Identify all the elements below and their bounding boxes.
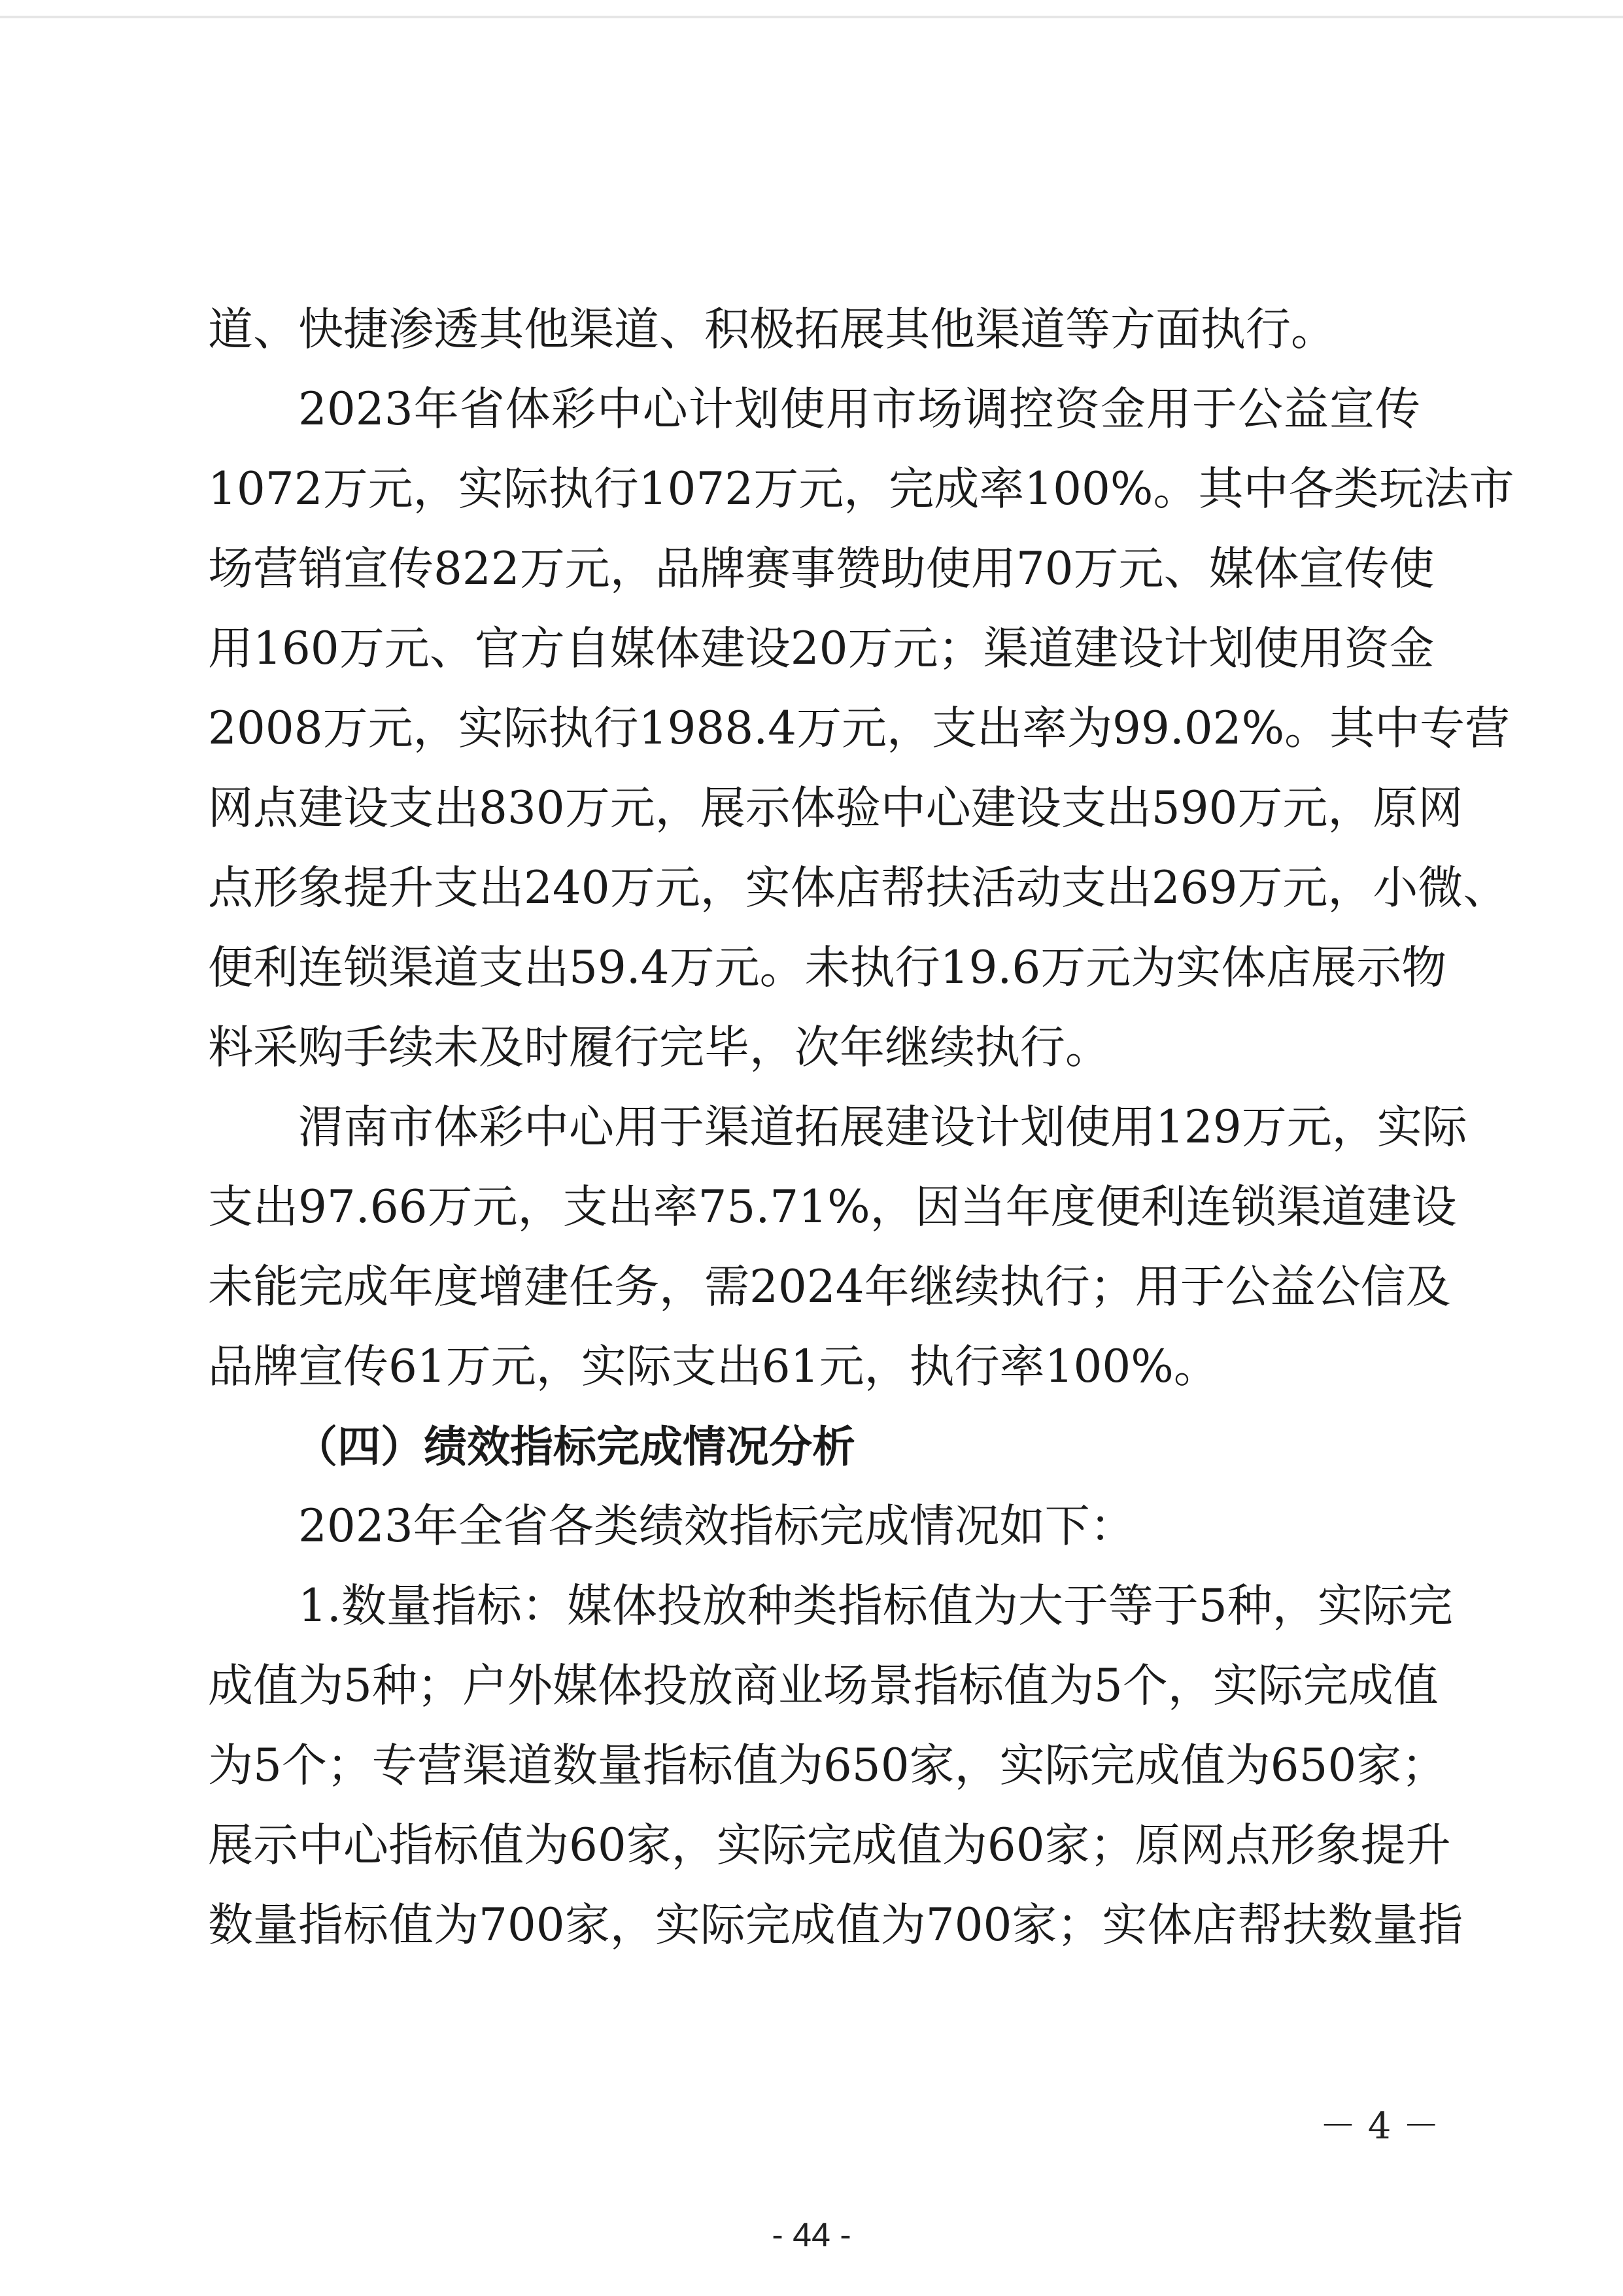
text-line: 点形象提升支出240万元，实体店帮扶活动支出269万元，小微、 <box>208 862 1509 914</box>
document-body <box>208 303 1514 1981</box>
text-line: 为5个；专营渠道数量指标值为650家，实际完成值为650家； <box>208 1739 1447 1792</box>
text-line: 支出97.66万元，支出率75.71%，因当年度便利连锁渠道建设 <box>208 1181 1457 1233</box>
text-line: 2023年全省各类绩效指标完成情况如下： <box>298 1500 1135 1552</box>
text-line: 2023年省体彩中心计划使用市场调控资金用于公益宣传 <box>298 383 1420 436</box>
text-line: 用160万元、官方自媒体建设20万元；渠道建设计划使用资金 <box>208 623 1435 675</box>
text-line: 1.数量指标：媒体投放种类指标值为大于等于5种，实际完 <box>298 1580 1453 1632</box>
text-line: 道、快捷渗透其他渠道、积极拓展其他渠道等方面执行。 <box>208 303 1336 356</box>
text-line: 成值为5种；户外媒体投放商业场景指标值为5个，实际完成值 <box>208 1660 1439 1712</box>
section-heading: （四）绩效指标完成情况分析 <box>294 1422 855 1472</box>
text-line: 数量指标值为700家，实际完成值为700家；实体店帮扶数量指 <box>208 1899 1463 1951</box>
text-line: 网点建设支出830万元，展示体验中心建设支出590万元，原网 <box>208 782 1463 834</box>
text-line: 品牌宣传61万元，实际支出61元，执行率100%。 <box>208 1341 1219 1393</box>
page-number: － 4 － <box>1320 2105 1440 2148</box>
scan-edge-line <box>0 16 1623 18</box>
text-line: 料采购手续未及时履行完毕，次年继续执行。 <box>208 1021 1110 1074</box>
text-line: 渭南市体彩中心用于渠道拓展建设计划使用129万元，实际 <box>298 1101 1467 1154</box>
text-line: 场营销宣传822万元，品牌赛事赞助使用70万元、媒体宣传使 <box>208 543 1435 595</box>
text-line: 展示中心指标值为60家，实际完成值为60家；原网点形象提升 <box>208 1819 1451 1872</box>
total-page-number: - 44 - <box>772 2216 851 2254</box>
text-line: 便利连锁渠道支出59.4万元。未执行19.6万元为实体店展示物 <box>208 942 1447 994</box>
text-line: 未能完成年度增建任务，需2024年继续执行；用于公益公信及 <box>208 1261 1451 1313</box>
text-line: 1072万元，实际执行1072万元，完成率100%。其中各类玩法市 <box>208 463 1514 515</box>
text-line: 2008万元，实际执行1988.4万元，支出率为99.02%。其中专营 <box>208 702 1511 755</box>
